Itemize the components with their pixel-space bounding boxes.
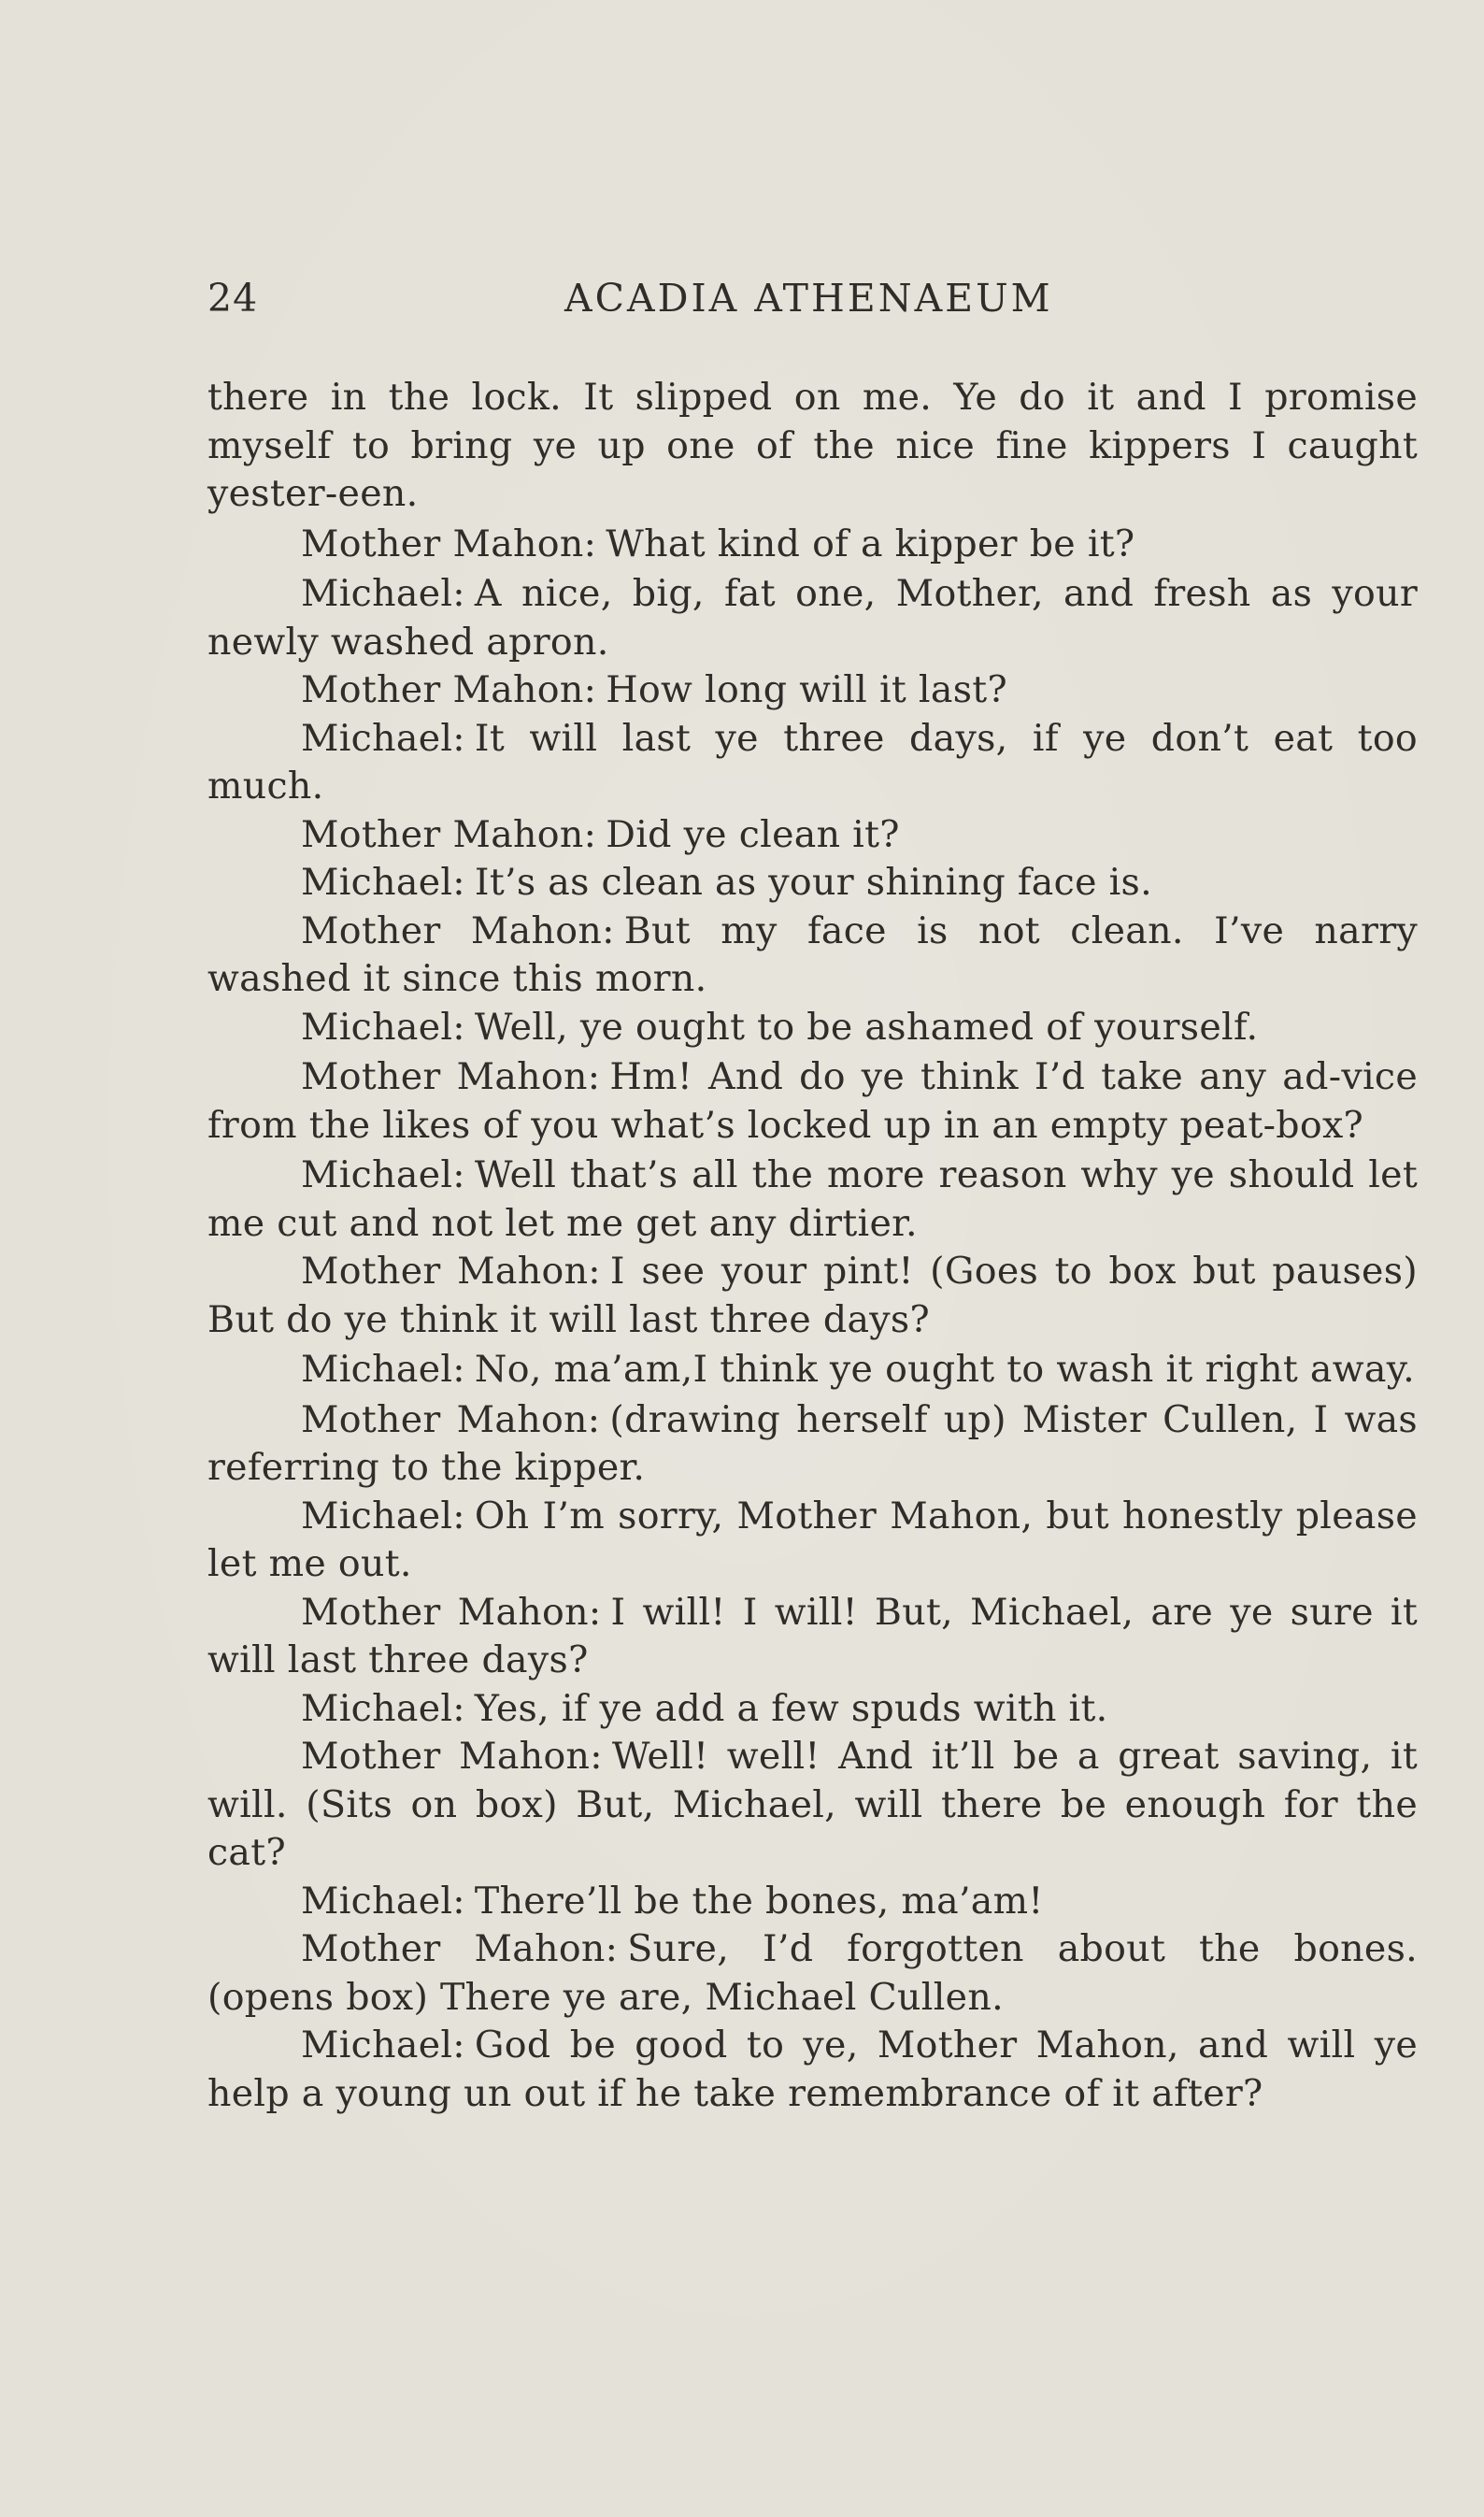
dialogue-line [207, 521, 1418, 569]
dialogue-text: It’s as clean as your shining face is. [474, 861, 1152, 904]
dialogue-text: Well that’s all the more reason why ye should let me cut and not let me get any dirtier. [207, 1153, 1418, 1245]
speaker-name: Michael: [301, 1494, 465, 1537]
dialogue-line [207, 1878, 1418, 1926]
dialogue-text: But my face is not clean. I’ve narry washed it since this morn. [207, 908, 1419, 1000]
dialogue-text: Well! well! And it’ll be a great saving, it will. (Sits on box) But, Michael, will there be enough for the cat? [207, 1735, 1418, 1874]
dialogue-text: There’ll be the bones, ma’am! [474, 1879, 1044, 1923]
dialogue-text: Hm! And do ye think I’d take any ad-vice from the likes of you what’s locked up in an empty peat-box? [207, 1055, 1418, 1147]
speaker-name: Michael: [301, 2024, 465, 2067]
dialogue-text: Oh I’m sorry, Mother Mahon, but honestly please let me out. [207, 1494, 1418, 1585]
dialogue-text: Sure, I’d forgotten about the bones. (opens box) There ye are, Michael Cullen. [207, 1927, 1418, 2019]
dialogue-line [207, 2022, 1418, 2118]
dialogue-line [207, 908, 1418, 1004]
dialogue-line [207, 1733, 1418, 1878]
speaker-name: Mother Mahon: [301, 1250, 601, 1293]
dialogue-text: No, ma’am,I think ye ought to wash it right away. [474, 1348, 1415, 1391]
dialogue-text: Did ye clean it? [606, 812, 900, 856]
speaker-name: Michael: [301, 861, 465, 904]
speaker-name: Michael: [301, 1348, 465, 1391]
dialogue-line [207, 715, 1418, 811]
dialogue-text: Yes, if ye add a few spuds with it. [474, 1686, 1108, 1730]
dialogue-text: (drawing herself up) Mister Cullen, I was referring to the kipper. [207, 1397, 1418, 1489]
page-number: 24 [207, 276, 259, 321]
speaker-name: Michael: [301, 1686, 465, 1730]
speaker-name: Mother Mahon: [301, 522, 597, 565]
speaker-name: Mother Mahon: [301, 668, 597, 711]
dialogue-line [207, 859, 1418, 908]
speaker-name: Mother Mahon: [301, 1055, 601, 1098]
dialogue-line [207, 1053, 1418, 1150]
speaker-name: Mother Mahon: [301, 1590, 602, 1634]
dialogue-line [207, 1004, 1418, 1052]
play-text [207, 374, 1418, 2118]
dialogue-text: A nice, big, fat one, Mother, and fresh as your newly washed apron. [207, 572, 1418, 664]
speaker-name: Michael: [301, 572, 465, 615]
speaker-name: Mother Mahon: [301, 1397, 601, 1441]
dialogue-text: I see your pint! (Goes to box but pauses) But do ye think it will last three days? [207, 1250, 1418, 1341]
dialogue-line [207, 1925, 1418, 2022]
paragraph [207, 374, 1418, 519]
dialogue-text: God be good to ye, Mother Mahon, and will ye help a young un out if he take remembrance of it after? [207, 2024, 1418, 2115]
paragraph-text: there in the lock. It slipped on me. Ye do it and I promise myself to bring ye up one of the nice fine kippers I caught yester-een. [207, 376, 1418, 515]
dialogue-line [207, 570, 1418, 666]
dialogue-text: Well, ye ought to be ashamed of yourself. [474, 1005, 1259, 1049]
dialogue-line [207, 1589, 1418, 1685]
page-header [207, 276, 1299, 332]
speaker-name: Michael: [301, 716, 465, 760]
dialogue-text: What kind of a kipper be it? [606, 522, 1135, 565]
dialogue-line [207, 1248, 1418, 1344]
speaker-name: Mother Mahon: [301, 908, 615, 952]
dialogue-text: I will! I will! But, Michael, are ye sure it will last three days? [207, 1590, 1419, 1681]
speaker-name: Michael: [301, 1005, 465, 1049]
speaker-name: Mother Mahon: [301, 1735, 603, 1778]
dialogue-line [207, 1493, 1418, 1589]
speaker-name: Mother Mahon: [301, 812, 597, 856]
dialogue-line [207, 1346, 1418, 1394]
speaker-name: Mother Mahon: [301, 1927, 619, 1970]
dialogue-line [207, 1396, 1418, 1493]
running-title: ACADIA ATHENAEUM [564, 276, 1053, 321]
speaker-name: Michael: [301, 1879, 465, 1923]
dialogue-line [207, 811, 1418, 860]
dialogue-line [207, 666, 1418, 715]
dialogue-text: It will last ye three days, if ye don’t eat too much. [207, 716, 1418, 808]
speaker-name: Michael: [301, 1153, 465, 1196]
dialogue-text: How long will it last? [606, 668, 1007, 711]
dialogue-line [207, 1151, 1418, 1248]
dialogue-line [207, 1685, 1418, 1734]
